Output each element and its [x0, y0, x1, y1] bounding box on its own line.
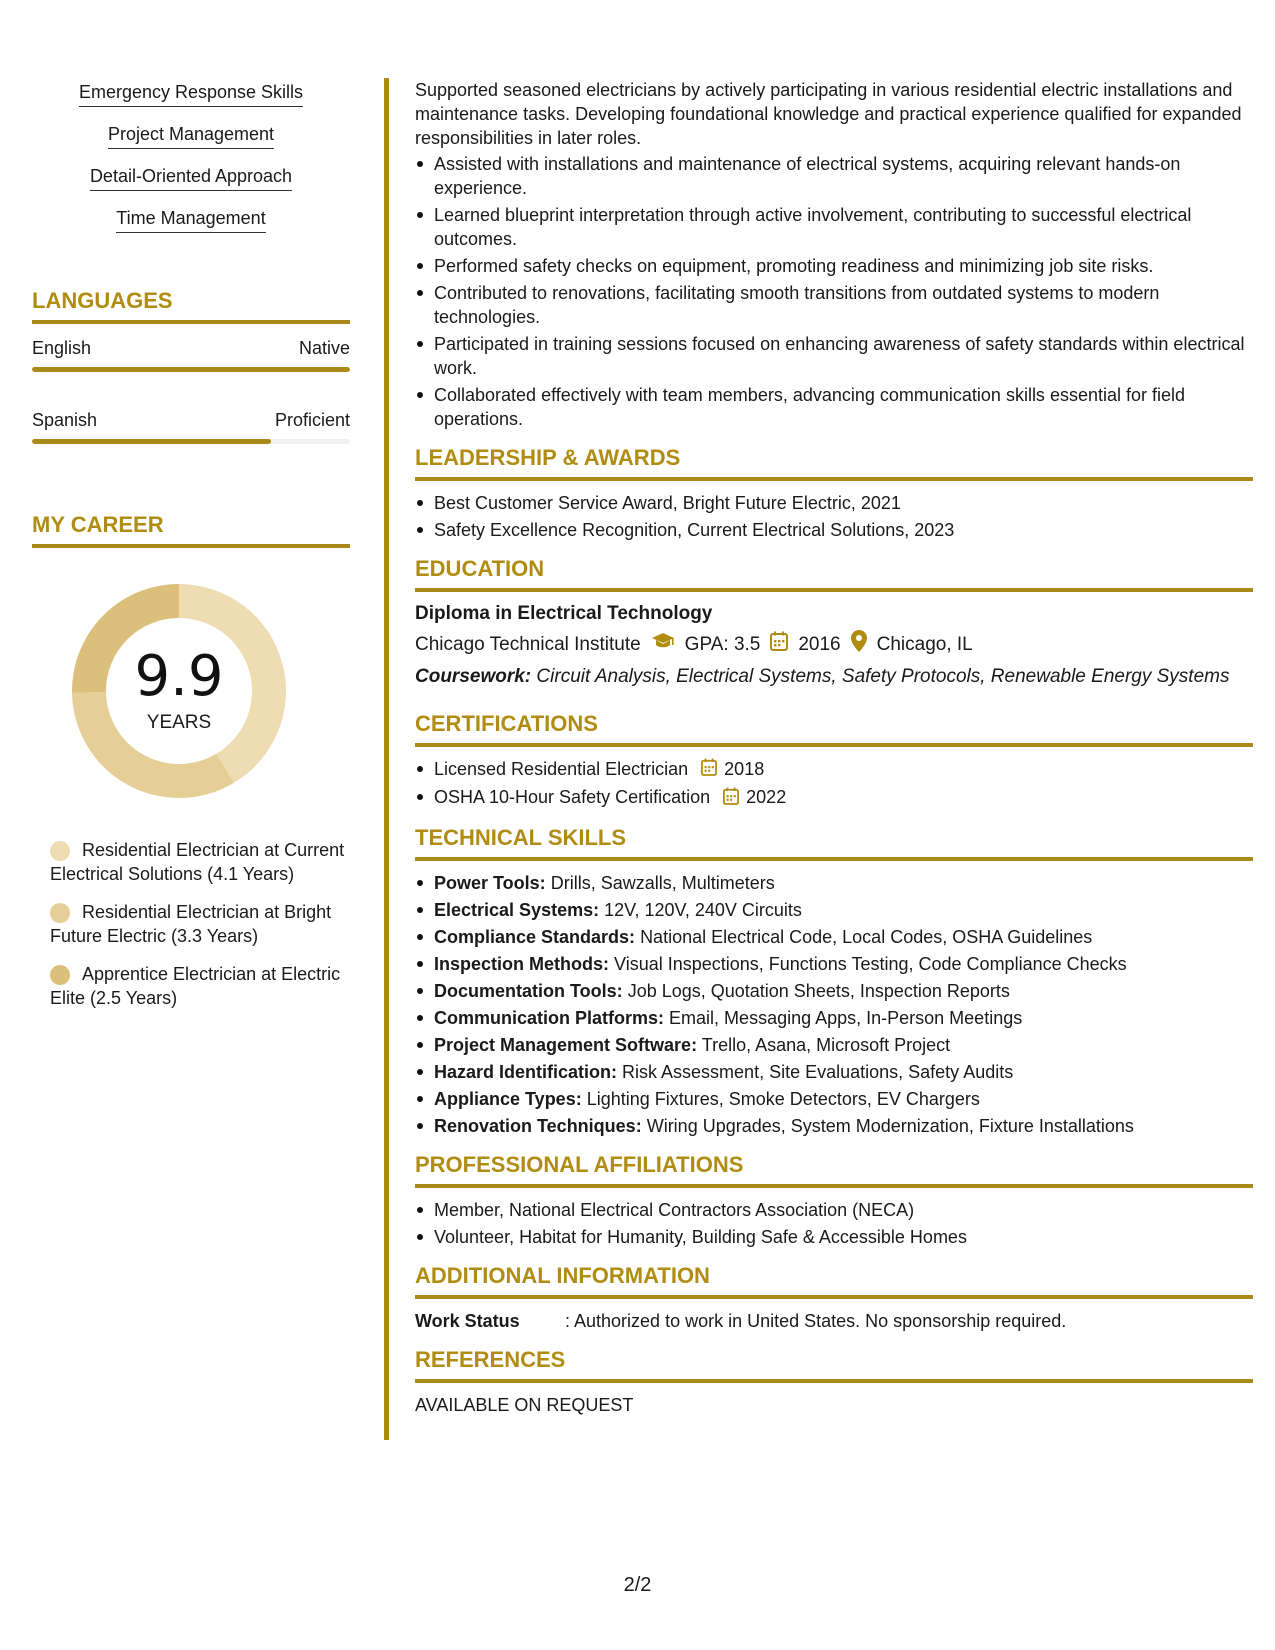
list-item: Assisted with installations and maintenance of electrical systems, acquiring relevant hands-on experience. — [415, 152, 1253, 200]
certification-year: 2018 — [724, 759, 765, 779]
column-divider — [384, 78, 389, 1440]
language-row — [32, 410, 350, 431]
skill-item: Detail-Oriented Approach — [90, 166, 292, 191]
work-status-row — [415, 1309, 1253, 1333]
list-item: Participated in training sessions focused on enhancing awareness of safety standards within electrical work. — [415, 332, 1253, 380]
list-item — [415, 785, 1253, 810]
languages-section — [32, 288, 350, 444]
calendar-icon — [770, 631, 788, 658]
list-item: Member, National Electrical Contractors Association (NECA) — [415, 1198, 1253, 1222]
education-gpa: GPA: 3.5 — [684, 633, 761, 655]
list-item: Contributed to renovations, facilitating smooth transitions from outdated systems to modern technologies. — [415, 281, 1253, 329]
list-item — [415, 952, 1253, 976]
awards-heading: LEADERSHIP & AWARDS — [415, 445, 1253, 481]
language-name: English — [32, 338, 92, 358]
career-section — [32, 512, 350, 1010]
skill-label: Compliance Standards: — [434, 926, 636, 947]
skill-value: National Electrical Code, Local Codes, OSHA Guidelines — [640, 926, 1093, 947]
list-item — [415, 1060, 1253, 1084]
education-year: 2016 — [798, 633, 841, 655]
certifications-heading: CERTIFICATIONS — [415, 711, 1253, 747]
coursework-text: Circuit Analysis, Electrical Systems, Safety Protocols, Renewable Energy Systems — [536, 666, 1230, 687]
skill-value: Job Logs, Quotation Sheets, Inspection Reports — [627, 980, 1010, 1001]
career-item — [50, 838, 350, 886]
location-pin-icon — [851, 630, 867, 659]
list-item — [415, 898, 1253, 922]
skill-label: Project Management Software: — [434, 1034, 698, 1055]
technical-skills-heading: TECHNICAL SKILLS — [415, 825, 1253, 861]
education-meta — [415, 630, 1253, 659]
skill-value: Lighting Fixtures, Smoke Detectors, EV Chargers — [586, 1088, 980, 1109]
experience-bullets — [415, 152, 1253, 431]
references-text: AVAILABLE ON REQUEST — [415, 1394, 634, 1415]
education-location: Chicago, IL — [876, 633, 973, 655]
references-heading: REFERENCES — [415, 1347, 1253, 1383]
skill-label: Inspection Methods: — [434, 953, 609, 974]
skill-label: Renovation Techniques: — [434, 1115, 642, 1136]
language-name: Spanish — [32, 410, 98, 430]
language-bar — [32, 367, 350, 372]
language-bar-fill — [32, 439, 271, 444]
skill-label: Documentation Tools: — [434, 980, 623, 1001]
technical-skills-list — [415, 871, 1253, 1138]
left-column — [32, 82, 350, 1024]
list-item: Learned blueprint interpretation through active involvement, contributing to successful electrical outcomes. — [415, 203, 1253, 251]
list-item: Safety Excellence Recognition, Current Electrical Solutions, 2023 — [415, 518, 1253, 542]
career-unit: YEARS — [146, 712, 212, 733]
career-donut — [66, 578, 292, 804]
certification-name: Licensed Residential Electrician — [434, 759, 689, 779]
work-status-value: : Authorized to work in United States. No sponsorship required. — [565, 1310, 1067, 1331]
skill-value: Visual Inspections, Functions Testing, Code Compliance Checks — [614, 953, 1127, 974]
language-row — [32, 338, 350, 359]
list-item — [415, 757, 1253, 782]
career-heading: MY CAREER — [32, 512, 350, 548]
awards-list — [415, 491, 1253, 542]
certification-name: OSHA 10-Hour Safety Certification — [434, 787, 711, 808]
career-dot — [50, 965, 70, 985]
right-column — [415, 78, 1253, 1417]
additional-info-heading: ADDITIONAL INFORMATION — [415, 1263, 1253, 1299]
skill-item: Time Management — [116, 208, 265, 233]
education-coursework — [415, 665, 1253, 689]
career-item — [50, 900, 350, 948]
list-item: Collaborated effectively with team members, advancing communication skills essential for field operations. — [415, 383, 1253, 431]
skill-label: Power Tools: — [434, 872, 546, 893]
skill-value: Email, Messaging Apps, In-Person Meetings — [669, 1007, 1023, 1028]
skill-value: Drills, Sawzalls, Multimeters — [550, 872, 775, 893]
list-item — [415, 979, 1253, 1003]
list-item — [415, 871, 1253, 895]
calendar-icon — [723, 787, 739, 811]
list-item: Performed safety checks on equipment, promoting readiness and minimizing job site risks. — [415, 254, 1253, 278]
language-level: Proficient — [274, 410, 350, 430]
skill-value: Risk Assessment, Site Evaluations, Safety Audits — [622, 1061, 1014, 1082]
career-dot — [50, 903, 70, 923]
skill-item: Project Management — [108, 124, 274, 149]
career-label: Apprentice Electrician at Electric Elite (2.5 Years) — [50, 964, 341, 1008]
skill-value: Trello, Asana, Microsoft Project — [701, 1034, 951, 1055]
education-heading: EDUCATION — [415, 556, 1253, 592]
skill-label: Appliance Types: — [434, 1088, 582, 1109]
certifications-list — [415, 757, 1253, 811]
list-item — [415, 1006, 1253, 1030]
career-list — [32, 838, 350, 1010]
list-item: Best Customer Service Award, Bright Future Electric, 2021 — [415, 491, 1253, 515]
career-item — [50, 962, 350, 1010]
list-item — [415, 1033, 1253, 1057]
graduation-cap-icon — [651, 632, 675, 657]
career-total: 9.9 — [134, 644, 224, 709]
skill-label: Communication Platforms: — [434, 1007, 665, 1028]
coursework-label: Coursework: — [415, 666, 532, 687]
skills-list — [32, 82, 350, 250]
career-label: Residential Electrician at Bright Future Electric (3.3 Years) — [50, 902, 332, 946]
career-label: Residential Electrician at Current Electrical Solutions (4.1 Years) — [50, 840, 345, 884]
affiliations-heading: PROFESSIONAL AFFILIATIONS — [415, 1152, 1253, 1188]
language-bar — [32, 439, 350, 444]
language-level: Native — [298, 338, 350, 358]
education-degree: Diploma in Electrical Technology — [415, 603, 713, 624]
calendar-icon — [701, 758, 717, 782]
skill-item: Emergency Response Skills — [79, 82, 303, 107]
language-bar-fill — [32, 367, 350, 372]
certification-year: 2022 — [746, 787, 787, 808]
skill-label: Hazard Identification: — [434, 1061, 618, 1082]
list-item — [415, 925, 1253, 949]
list-item — [415, 1087, 1253, 1111]
page-number: 2/2 — [623, 1574, 652, 1596]
affiliations-list — [415, 1198, 1253, 1249]
work-status-label: Work Status — [415, 1310, 520, 1331]
skill-value: Wiring Upgrades, System Modernization, Fixture Installations — [646, 1115, 1134, 1136]
skill-value: 12V, 120V, 240V Circuits — [604, 899, 802, 920]
education-school: Chicago Technical Institute — [415, 633, 641, 655]
experience-intro: Supported seasoned electricians by actively participating in various residential electric installations and maintenance tasks. Developing foundational knowledge and practical experience qualified for expanded responsibilities in later roles. — [415, 80, 1242, 148]
list-item: Volunteer, Habitat for Humanity, Building Safe & Accessible Homes — [415, 1225, 1253, 1249]
languages-heading: LANGUAGES — [32, 288, 350, 324]
list-item — [415, 1114, 1253, 1138]
skill-label: Electrical Systems: — [434, 899, 600, 920]
career-dot — [50, 841, 70, 861]
